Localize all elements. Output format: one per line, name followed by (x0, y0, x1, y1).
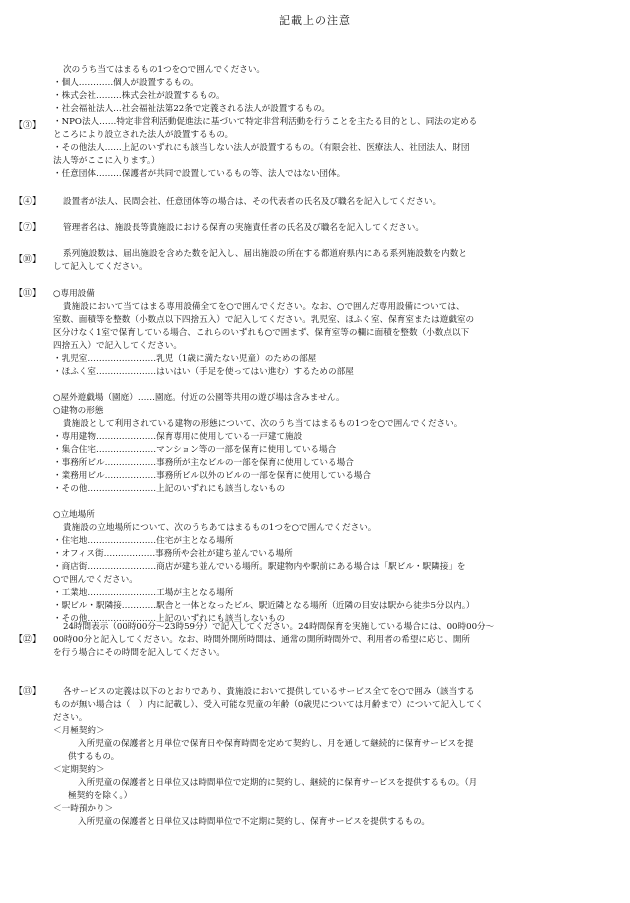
text-line: 法人等がここに入ります。） (53, 156, 160, 166)
text-line: ○専用設備 (53, 289, 95, 299)
text-line: ・住宅地……………………住宅が主となる場所 (53, 536, 234, 546)
text-line: ○立地場所 (53, 510, 95, 520)
text-line: 極契約を除く。） (68, 791, 133, 801)
text-line: ・任意団体………保護者が共同で設置しているもの等、法人ではない団体。 (53, 169, 346, 179)
text-line: 貴施設として利用されている建物の形態について、次のうち当てはまるもの1つを○で囲んでください。 (63, 419, 463, 429)
text-line: 入所児童の保護者と月単位で保育日や保育時間を定めて契約し、月を通して継続的に保育サービスを提 (78, 739, 474, 749)
text-line: 次のうち当てはまるもの1つを○で囲んでください。 (63, 65, 266, 75)
text-line: 入所児童の保護者と日単位又は時間単位で定期的に契約し、継続的に保育サービスを提供するもの。（月 (78, 778, 478, 788)
text-line: ・株式会社………株式会社が設置するもの。 (53, 91, 225, 101)
text-line: ・その他……………………上記のいずれにも該当しないもの (53, 484, 286, 494)
marker-12: 【⑫】 (14, 635, 42, 645)
text-line: ・NPO法人……特定非営利活動促進法に基づいて特定非営利活動を行うことを主たる目的とし、同法の定める (53, 117, 478, 127)
text-line: ・事務所ビル………………事務所が主なビルの一部を保育に使用している場合 (53, 458, 354, 468)
text-line: 供するもの。 (68, 752, 120, 762)
text-line: 区分けなく1室で保育している場合、これらのいずれも○で囲まず、保育室等の欄に面積を整数（小数点以下 (53, 328, 470, 338)
text-line: ところにより設立された法人が設置するもの。 (53, 130, 234, 140)
text-line: 系列施設数は、届出施設を含めた数を記入し、届出施設の所在する都道府県内にある系列施設数を内数と (63, 249, 467, 259)
text-line: 管理者名は、施設長等貴施設における保育の実施責任者の氏名及び職名を記入してください。 (63, 223, 424, 233)
text-line: を行う場合にその時間を記入してください。 (53, 648, 225, 658)
text-line: ○建物の形態 (53, 406, 104, 416)
text-line: 設置者が法人、民間会社、任意団体等の場合は、その代表者の氏名及び職名を記入してください。 (63, 197, 442, 207)
text-line: ・工業地……………………工場が主となる場所 (53, 588, 234, 598)
text-line: 入所児童の保護者と日単位又は時間単位で不定期に契約し、保育サービスを提供するもの。 (78, 817, 431, 827)
text-line: 貴施設において当てはまる専用設備全てを○で囲んでください。なお、○で囲んだ専用設備については、 (63, 302, 465, 312)
text-line: ○屋外遊戯場（園庭）……園庭。付近の公園等共用の遊び場は含みません。 (53, 393, 345, 403)
marker-11: 【⑪】 (14, 289, 42, 299)
marker-10: 【⑩】 (14, 255, 42, 265)
text-line: ・業務用ビル………………事務所ビル以外のビルの一部を保育に使用している場合 (53, 471, 371, 481)
text-line: ・社会福祉法人…社会福祉法第22条で定義される法人が設置するもの。 (53, 104, 330, 114)
text-line: ・専用建物…………………保育専用に使用している一戸建て施設 (53, 432, 303, 442)
text-line: ＜月極契約＞ (53, 726, 105, 736)
marker-7: 【⑦】 (14, 223, 42, 233)
text-line: ○で囲んでください。 (53, 575, 138, 585)
text-line: 00時00分と記入してください。なお、時間外開所時間は、通常の開所時間外で、利用者の希望に応じ、開所 (53, 635, 471, 645)
text-line: ・集合住宅…………………マンション等の一部を保育に使用している場合 (53, 445, 337, 455)
text-line: ものが無い場合は（ ）内に記載し）、受入可能な児童の年齢（0歳児については月齢まで）について記入してく (53, 700, 484, 710)
text-line: 室数、面積等を整数（小数点以下四捨五入）で記入してください。乳児室、ほふく室、保育室または遊戯室の (53, 315, 475, 325)
text-line: ・個人…………個人が設置するもの。 (53, 78, 199, 88)
text-line: ださい。 (53, 713, 88, 723)
text-line: ・オフィス街………………事務所や会社が建ち並んでいる場所 (53, 549, 293, 559)
marker-3: 【③】 (14, 121, 42, 131)
text-line: 24時間表示（00時00分～23時59分）で記入してください。24時間保育を実施している場合には、00時00分～ (63, 622, 495, 632)
text-line: ＜一時預かり＞ (53, 804, 114, 814)
text-line: 各サービスの定義は以下のとおりであり、貴施設において提供しているサービス全てを○で囲み（該当する (63, 687, 475, 697)
page-title: 記載上の注意 (279, 14, 351, 27)
text-line: 貴施設の立地場所について、次のうちあてはまるもの1つを○で囲んでください。 (63, 523, 377, 533)
text-line: ・ほふく室…………………はいはい（手足を使ってはい進む）するための部屋 (53, 367, 354, 377)
marker-4: 【④】 (14, 197, 42, 207)
marker-13: 【⑬】 (14, 687, 42, 697)
text-line: ・駅ビル・駅隣接…………駅舎と一体となったビル、駅近隣となる場所（近隣の目安は駅から徒歩5分以内。） (53, 601, 475, 611)
text-line: ＜定期契約＞ (53, 765, 105, 775)
text-line: して記入してください。 (53, 262, 148, 272)
text-line: ・商店街……………………商店が建ち並んでいる場所。駅建物内や駅前にある場合は「駅ビル・駅隣接」を (53, 562, 466, 572)
text-line: ・その他……………………上記のいずれにも該当しないもの (53, 614, 286, 624)
text-line: 四捨五入）で記入してください。 (53, 341, 182, 351)
text-line: ・乳児室……………………乳児（1歳に満たない児童）のための部屋 (53, 354, 317, 364)
text-line: ・その他法人……上記のいずれにも該当しない法人が設置するもの。（有限会社、医療法人、社団法人、財団 (53, 143, 470, 153)
